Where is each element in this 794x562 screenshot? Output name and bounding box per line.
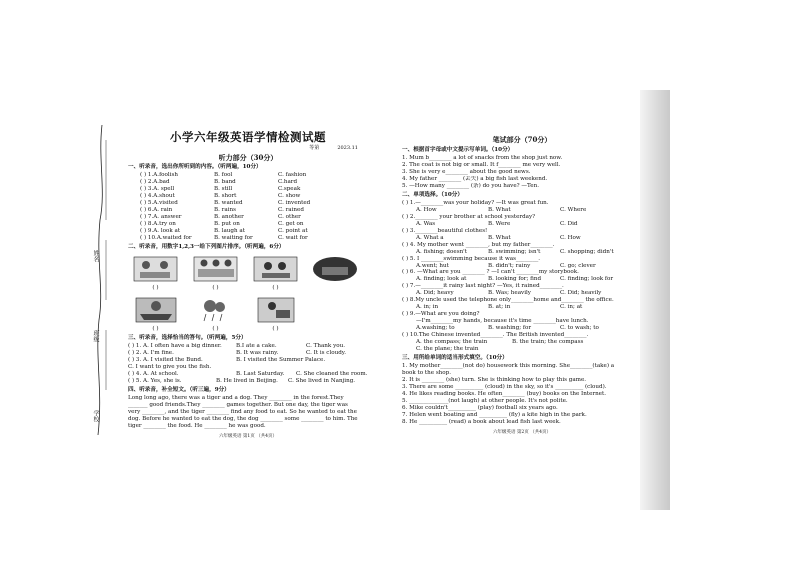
listening-section-1 <box>128 172 368 242</box>
response-row: ( ) 1. A. I often have a big dinner. B.I ate a cake. C. Thank you. <box>128 343 345 350</box>
question-row: ( ) 6.A. rain B. rains C. rained <box>140 207 304 214</box>
mc-options: A. the compass; the train B. the train; the compass <box>416 339 584 346</box>
question-row: ( ) 9.A. look at B. laugh at C. point at <box>140 228 308 235</box>
mc-question: ( ) 4. My mother went ________, but my father________. <box>402 241 555 248</box>
page-fold-shadow <box>640 90 670 510</box>
picture-family-dinner <box>128 253 183 283</box>
mc-options: A. finding; look at B. looking for; find C. finding; look for <box>416 276 613 283</box>
mc-options: A. in; in B. at; in C. in; at <box>416 304 583 311</box>
response-row: ( ) 3. A. I visited the Bund. B. I visited the Summer Palace. <box>128 357 326 364</box>
picture-row-1 <box>128 253 368 283</box>
written-section-1 <box>402 155 642 190</box>
page-2 <box>402 130 642 436</box>
fill-in-line: 2. It is ________ (she) turn. She is thinking how to play this game. <box>402 377 587 384</box>
mc-question: ( ) 7.—________it rainy last night? —Yes, it rained________. <box>402 283 564 290</box>
mc-options: A. What a B. What C. How <box>416 234 581 241</box>
binding-label-name: 姓名 <box>92 250 99 262</box>
fill-in-line: 8. He __________ (read) a book about lead fish last week. <box>402 419 561 426</box>
page-1 <box>128 130 368 440</box>
page-footer-1: 六年级英语 第1页 （共4页） <box>218 433 278 439</box>
passage-line: Long long ago, there was a tiger and a dog. They ________ in the forest.They <box>128 395 344 402</box>
listening-section-2-title: 二、听录音，用数字1,2,3一给下列图片排序。（听两遍，6分） <box>128 244 285 251</box>
binding-label-school: 学校 <box>92 410 99 422</box>
picture-dragon-boat <box>128 294 183 324</box>
exam-meta <box>128 145 358 151</box>
fill-in-line: 2. The coat is not big or small. It f________ me very well. <box>402 161 561 168</box>
listening-section-1-title: 一、听录音，选出你所听到的内容。（听两遍，10分） <box>128 164 262 171</box>
passage-line: _______ good friends.They ________ games together. But one day, the tiger was <box>128 402 348 409</box>
written-section-2 <box>402 200 642 354</box>
mc-options: A.went; hut B. didn't; rainy C. go; clever <box>416 262 596 269</box>
listening-section-4-title: 四、听录音，补全短文。（听三遍，9分） <box>128 387 230 394</box>
mc-options: A.washing; to B. washing; for C. to wash; to <box>416 325 599 332</box>
fill-in-line: 5. —How many ________ (条) do you have? —Ten. <box>402 182 539 189</box>
picture-boy-reading <box>248 294 303 324</box>
mc-question: ( ) 1.—________was your holiday? —It was great fun. <box>402 199 549 206</box>
response-row: ( ) 5. A. Yes, she is. B. He lived in Beijing. C. She lived in Nanjing. <box>128 378 356 385</box>
written-section-3 <box>402 363 642 426</box>
response-row: C. I want to give you the fish. <box>128 364 212 371</box>
mc-question: ( ) 8.My uncle used the telephone only________home and________ the office. <box>402 297 614 304</box>
mc-options: A. How B. What C. Where <box>416 206 587 213</box>
binding-margin <box>80 120 120 440</box>
mc-question: ( ) 6. —What are you ________ ? —I can't ________my storybook. <box>402 269 579 276</box>
question-row: ( ) 4.A.shout B. short C. show <box>140 193 301 200</box>
response-row: ( ) 4. A. At school. B. Last Saturday. C. She cleaned the room. <box>128 371 368 378</box>
mc-options: A. Was B. Were C. Did <box>416 220 578 227</box>
picture-night-scene <box>308 253 363 283</box>
grade-label: 等第 <box>309 145 320 152</box>
picture-answer-bracket[interactable]: ( ) <box>272 285 279 292</box>
fill-in-line: 4. He likes reading books. He often________ (buy) books on the Internet. <box>402 391 607 398</box>
picture-answer-bracket[interactable]: ( ) <box>212 326 219 333</box>
written-section-2-title: 二、单项选择。（10分） <box>402 191 463 198</box>
binding-line <box>80 120 120 440</box>
written-header: 笔试部分（70分） <box>492 135 552 144</box>
picture-brackets-2 <box>128 326 368 333</box>
exam-title: 小学六年级英语学情检测试题 <box>170 130 326 144</box>
fill-in-line: 5. ______________(not laugh) at other people. It's not polite. <box>402 398 568 405</box>
picture-answer-bracket[interactable]: ( ) <box>272 326 279 333</box>
question-row: ( ) 5.A.visited B. wanted C. invented <box>140 200 311 207</box>
picture-answer-bracket[interactable]: ( ) <box>152 326 159 333</box>
written-section-1-title: 一、根据首字母或中文提示写单词。（10分） <box>402 146 514 153</box>
picture-answer-bracket[interactable]: ( ) <box>152 285 159 292</box>
listening-section-3 <box>128 343 368 385</box>
mc-options: A. fishing; doesn't B. swimming; isn't C. shopping; didn't <box>416 248 614 255</box>
picture-row-2 <box>128 294 368 324</box>
question-row: ( ) 2.A.bad B. band C.hard <box>140 179 298 186</box>
mc-question: ( ) 2.________ your brother at school yesterday? <box>402 213 536 220</box>
mc-options: C. the plane; the train <box>416 346 479 353</box>
picture-children-play <box>188 253 243 283</box>
exam-date: 2023.11 <box>337 145 358 152</box>
mc-question: ( ) 3.________beautiful clothes! <box>402 227 488 234</box>
passage-line: tiger ________ the food. He ________ he was good. <box>128 422 266 429</box>
binding-label-class: 班级 <box>92 330 99 342</box>
fill-in-line: 7. Helen went boating and __________ (fly) a kite high in the park. <box>402 412 587 419</box>
mc-question: ( ) 9.—What are you doing? <box>402 311 480 318</box>
page-footer-2: 六年级英语 第2页 （共4页） <box>492 430 552 436</box>
picture-people-room <box>248 253 303 283</box>
mc-options: A. Did; heavy B. Was; heavily C. Did; heavily <box>416 290 602 297</box>
question-row: ( ) 1.A.foolish B. fool C. fashion <box>140 172 307 179</box>
fill-in-line: 1. My mother________(not do) housework this morning. She________(take) a <box>402 363 615 370</box>
passage-line: very ________, and the tiger ________ find any food to eat. So he wanted to eat the <box>128 409 357 415</box>
passage-line: dog. Before he wanted to eat the dog, the dog ________ some ________ to him. The <box>128 415 358 422</box>
fill-in-line: 1. Mum b________ a lot of snacks from the shop just now. <box>402 154 563 161</box>
fill-in-line: 4. My father ________ (丢失) a big fish last weekend. <box>402 175 548 182</box>
story-passage <box>128 395 368 430</box>
listening-header: 听力部分（30分） <box>218 152 278 162</box>
picture-brackets-1 <box>128 285 368 292</box>
listening-section-3-title: 三、听录音，选择恰当的答句。（听两遍，5分） <box>128 335 247 342</box>
response-row: ( ) 2. A. I'm fine. B. It was rainy. C. It is cloudy. <box>128 350 346 357</box>
fill-in-line: 3. There are some __________ (cloud) in the sky, so it's __________ (cloud). <box>402 384 607 391</box>
question-row: ( ) 7.A. answer B. another C. other <box>140 214 301 221</box>
question-row: ( ) 3.A. spell B. still C.speak <box>140 186 301 193</box>
fill-in-line: 3. She is very e________ about the good news. <box>402 168 531 175</box>
picture-rain <box>188 294 243 324</box>
fill-in-line: 6. Mike couldn't__________ (play) football six years ago. <box>402 405 558 412</box>
written-section-3-title: 三、用所给单词的适当形式填空。（10分） <box>402 355 508 362</box>
mc-question: ( ) 5. I ________swimming because it was________. <box>402 255 541 262</box>
question-row: ( ) 8.A.try on B. put on C. get on <box>140 221 304 228</box>
picture-answer-bracket[interactable]: ( ) <box>212 285 219 292</box>
fill-in-line: book to the shop. <box>402 370 452 377</box>
question-row: ( ) 10.A.waited for B. waiting for C. wait for <box>140 235 308 242</box>
mc-question-continued: —I'm________my hands, because it's time ________have lunch. <box>416 318 589 325</box>
mc-question: ( ) 10.The Chinese invented________. The British invented________. <box>402 332 589 339</box>
